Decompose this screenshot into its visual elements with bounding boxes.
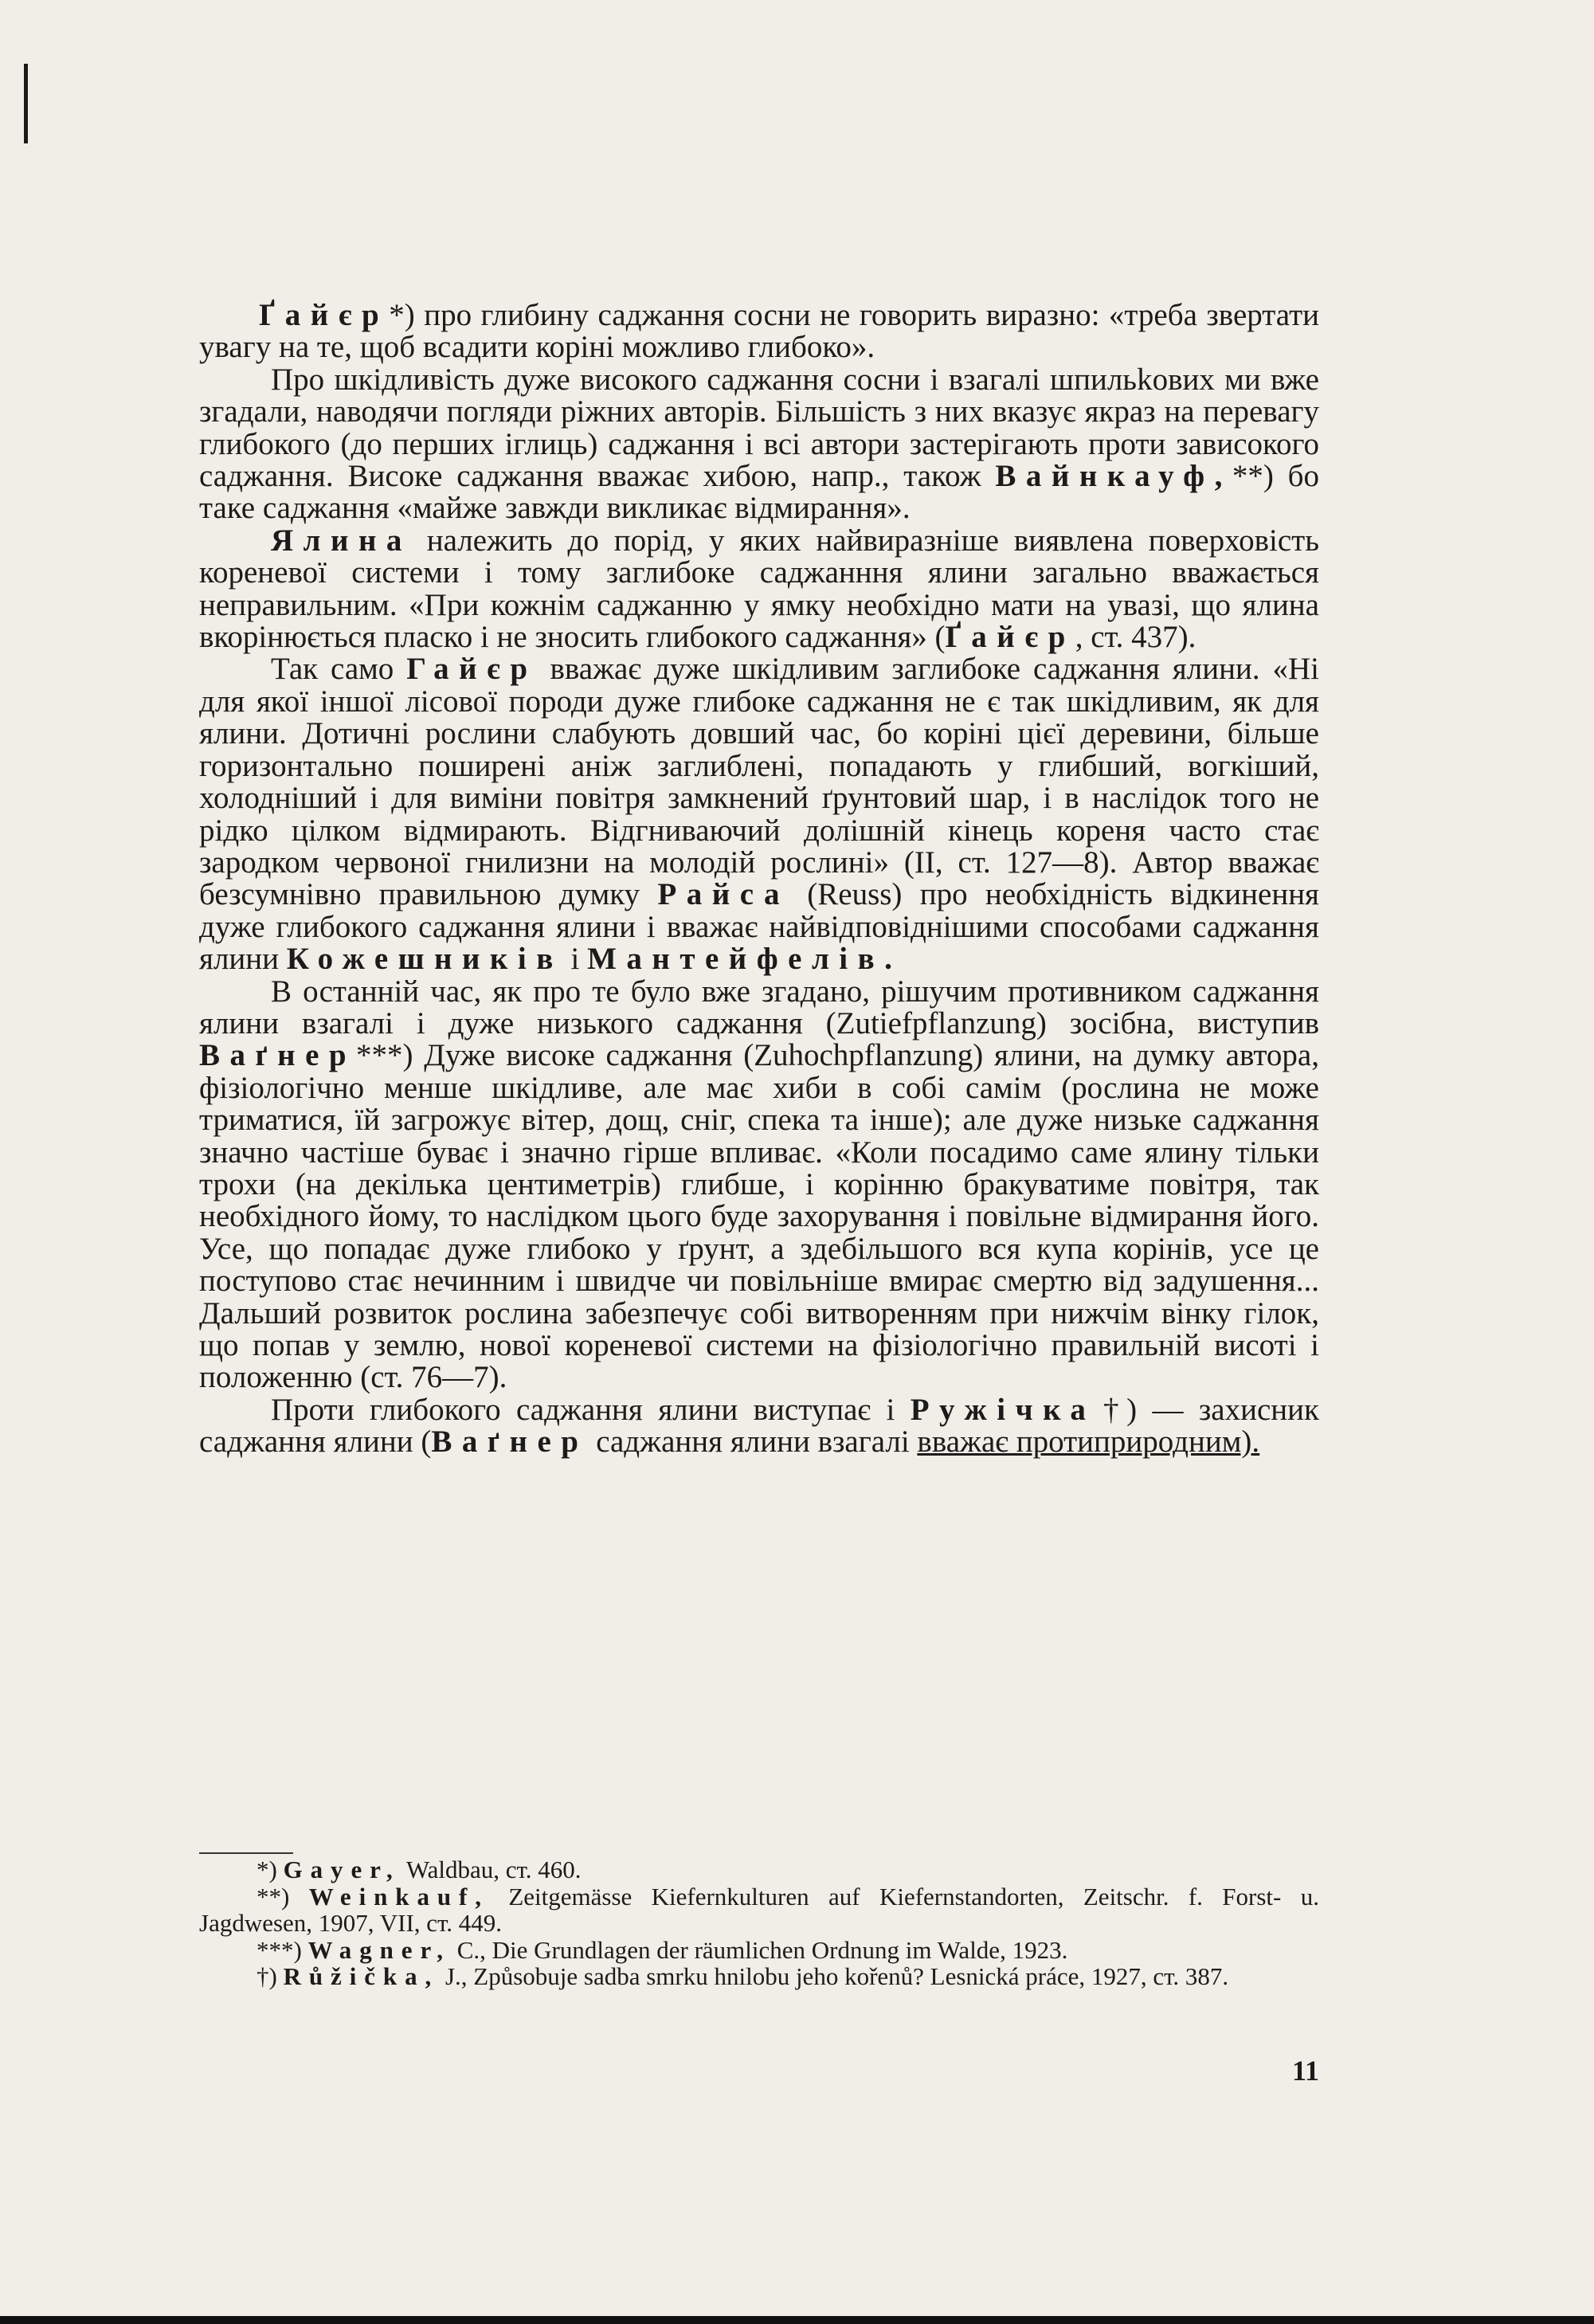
footnote-mark: **)	[257, 1882, 290, 1911]
author-name: Ваґнер	[199, 1038, 357, 1073]
footnote-ref[interactable]: **)	[1232, 459, 1274, 494]
scan-bottom-edge	[0, 2316, 1594, 2324]
author-name: Райса	[657, 877, 789, 912]
footnotes	[199, 1856, 1319, 1990]
footnote-mark: ***)	[257, 1935, 302, 1964]
footnote-1: *) Gayer, Waldbau, ст. 460.	[257, 1856, 582, 1883]
author-name: Ружічка	[910, 1392, 1096, 1427]
footnote-author: Wagner,	[307, 1935, 451, 1964]
author-name: Мантейфелів.	[587, 942, 903, 977]
footnote-author: Weinkauf,	[308, 1882, 489, 1911]
binding-edge-rule	[24, 64, 28, 143]
paragraph-3: Ялина належить до порід, у яких найвиразніше виявлена поверховість кореневої системи і тому заглибоке саджанння ялини загально вважається неправильним. «При кожнім саджанню у ямку необхідно мати на увазі, що ялина вкорінюється пласко і не зносить глибокого саджання» (Ґайєр, ст. 437).	[199, 523, 1319, 655]
footnote-mark: *)	[257, 1856, 277, 1883]
footnote-author: Gayer,	[283, 1856, 401, 1883]
author-name: Ґайєр	[259, 298, 390, 332]
footnote-ref[interactable]: *)	[389, 298, 415, 332]
footnote-4: †) Růžička, J., Způsobuje sadba smrku hnilobu jeho kořenů? Lesnická práce, 1927, ст. 387.	[257, 1962, 1229, 1990]
footnote-2: **) Weinkauf, Zeitgemässe Kiefernkulturen auf Kiefernstandorten, Zeitschr. f. Forst- u. Jagdwesen, 1907, VII, ст. 449.	[199, 1882, 1319, 1937]
section-lead-word: Ялина	[271, 523, 412, 558]
footnote-separator	[199, 1852, 293, 1854]
footnote-ref[interactable]: ***)	[356, 1038, 413, 1073]
footnote-author: Růžička,	[283, 1962, 440, 1990]
paragraph-5: В останній час, як про те було вже згадано, рішучим противником саджання ялини взагалі і дуже низького саджання (Zutiefpflanzung) зосібна, виступив Ваґнер***) Дуже високе саджання (Zuhochpflanzung) ялини, на думку автора, фізіологічно менше шкідливе, але має хиби в собі самім (рослина не може триматися, їй загрожує вітер, дощ, сніг, спека та інше); але дуже низьке саджання значно частіше буває і значно гірше впливає. «Коли посадимо саме ялину тільки трохи (на декілька центиметрів) глибше, і корінню бракуватиме повітря, так необхідного йому, то наслідком цього буде захорування і повільне відмирання його. Усе, що попадає дуже глибоко у ґрунт, а здебільшого вся купа корінів, усе це поступово стає нечинним і швидче чи повільніше вмирає смертю від задушення... Дальший розвиток рослина забезпечує собі витворенням при нижчім вінку гілок, що попав у землю, нової кореневої системи на фізіологічно правильній висоті і положенню (ст. 76—7).	[199, 974, 1319, 1395]
paragraph-1: Ґайєр*) про глибину саджання сосни не говорить виразно: «треба звертати увагу на те, щоб всадити коріні можливо глибоко».	[199, 298, 1319, 365]
paragraph-4: Так само Гайєр вважає дуже шкідливим заглибоке саджання ялини. «Ні для якої іншої лісової породи дуже глибоке саджання не є так шкідливим, як для ялини. Дотичні рослини слабують довший час, бо коріні цієї деревини, більше горизонтально поширені аніж заглиблені, попадають у глибший, вогкіший, холодніший і для виміни повітря замкнений ґрунтовий шар, і в наслідок того не рідко цілком відмирають. Відгниваючий долішній кінець кореня часто стає зародком червоної гнилизни на молодій рослині» (II, ст. 127—8). Автор вважає безсумнівно правильною думку Райса (Reuss) про необхідність відкинення дуже глибокого саджання ялини і вважає найвідповіднішими способами саджання ялини Кожешників і Мантейфелів.	[199, 652, 1319, 977]
page-number: 11	[1291, 2055, 1319, 2087]
footnote-3: ***) Wagner, C., Die Grundlagen der räumlichen Ordnung im Walde, 1923.	[257, 1935, 1068, 1964]
author-name: Ваґнер	[431, 1425, 589, 1460]
author-name: Гайєр	[406, 652, 538, 687]
footnote-ref[interactable]: †)	[1095, 1392, 1138, 1427]
author-name: Кожешників	[286, 942, 563, 977]
footnote-mark: †)	[257, 1962, 277, 1990]
paragraph-2: Про шкідливість дуже високого саджання сосни і взагалі шпильkoвих ми вже згадали, наводячи погляди ріжних авторів. Більшість з них вказує якраз на перевагу глибокого (до перших іглиць) саджання і всі автори застерігають проти зависокого саджання. Високе саджання вважає хибою, напр., також Вайнкауф,**) бо таке саджання «майже завжди викликає відмирання».	[199, 362, 1320, 526]
author-name: Вайнкауф,	[995, 459, 1232, 494]
author-name: Ґайєр	[945, 620, 1075, 655]
main-text	[199, 300, 1319, 1459]
paragraph-6: Проти глибокого саджання ялини виступає і Ружічка†) — захисник саджання ялини (Ваґнер саджання ялини взагалі вважає протиприродним).	[199, 1392, 1319, 1460]
